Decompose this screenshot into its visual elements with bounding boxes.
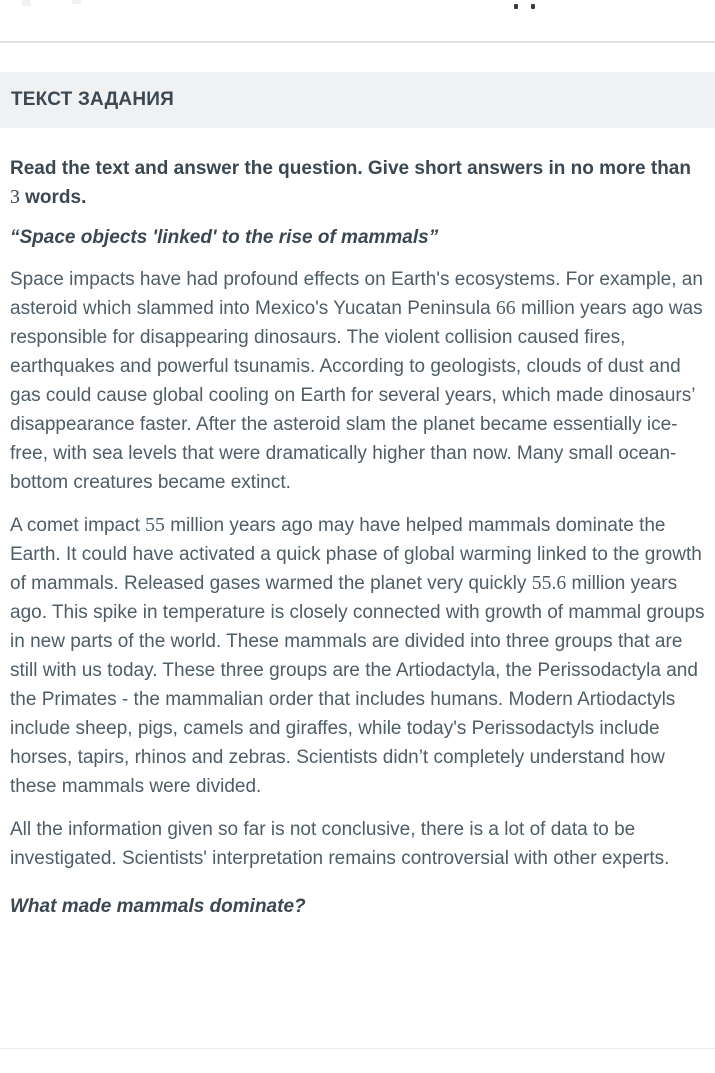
task-text-header-band xyxy=(0,72,715,128)
reading-paragraph: Space impacts have had profound effects on Earth's ecosystems. For example, an asteroid which slammed into Mexico's Yucatan Peninsula 66 million years ago was responsible for disappearing dinosaurs. The violent collision caused fires, earthquakes and powerful tsunamis. According to geologists, clouds of dust and gas could cause global cooling on Earth for several years, which made dinosaurs’ disappearance faster. After the asteroid slam the planet became essentially ice-free, with sea levels that were dramatically higher than now. Many small ocean-bottom creatures became extinct. xyxy=(10,269,703,493)
task-question: What made mammals dominate? xyxy=(10,896,306,917)
clipped-top-toolbar xyxy=(0,0,715,41)
bottom-divider xyxy=(0,1048,715,1049)
clipped-toolbar-mark-icon xyxy=(72,0,81,4)
top-divider xyxy=(0,41,715,43)
task-text-heading: ТЕКСТ ЗАДАНИЯ xyxy=(11,89,174,110)
task-instruction: Read the text and answer the question. Give short answers in no more than 3 words. xyxy=(10,158,691,208)
task-content xyxy=(0,128,715,921)
reading-paragraph: All the information given so far is not conclusive, there is a lot of data to be investigated. Scientists' interpretation remains controversial with other experts. xyxy=(10,819,670,869)
clipped-glyph-dot-icon xyxy=(531,4,535,9)
clipped-toolbar-mark-icon xyxy=(22,0,31,6)
reading-title: “Space objects 'linked' to the rise of mammals” xyxy=(10,227,439,248)
clipped-glyph-dot-icon xyxy=(514,4,518,9)
reading-paragraph: A comet impact 55 million years ago may have helped mammals dominate the Earth. It could have activated a quick phase of global warming linked to the growth of mammals. Released gases warmed the planet very quickly 55.6 million years ago. This spike in temperature is closely connected with growth of mammal groups in new parts of the world. These mammals are divided into three groups that are still with us today. These three groups are the Artiodactyla, the Perissodactyla and the Primates - the mammalian order that includes humans. Modern Artiodactyls include sheep, pigs, camels and giraffes, while today's Perissodactyls include horses, tapirs, rhinos and zebras. Scientists didn’t completely understand how these mammals were divided. xyxy=(10,514,705,797)
